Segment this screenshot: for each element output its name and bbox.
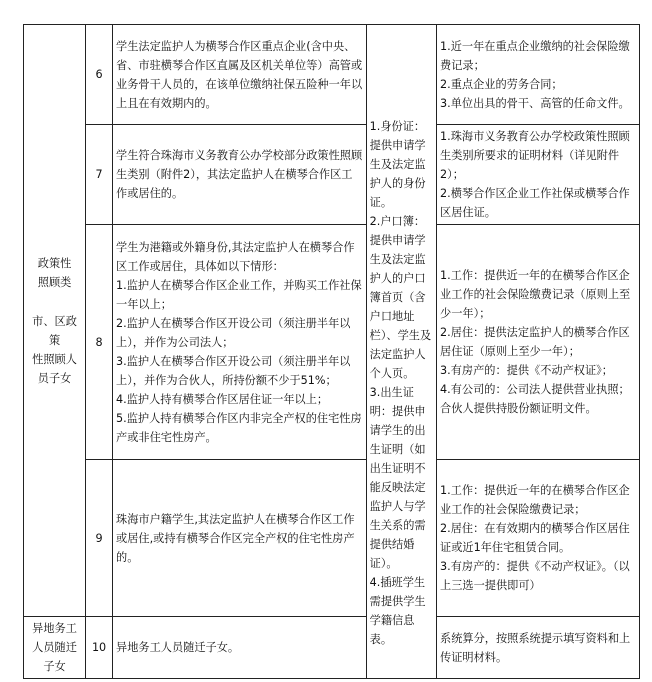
category-label: 市、区政策 <box>32 314 77 347</box>
category-label: 性照顾人 <box>32 352 77 366</box>
table-row <box>24 125 640 225</box>
category-cell-migrant <box>24 617 86 679</box>
condition-cell <box>113 25 367 125</box>
table-row <box>24 25 640 125</box>
category-label: 异地务工 <box>32 622 77 635</box>
category-label: 员子女 <box>37 371 72 385</box>
row-number: 10 <box>86 617 113 679</box>
condition-text: 异地务工人员随迁子女。 <box>116 641 240 654</box>
category-cell-policy <box>24 25 86 617</box>
materials-cell <box>437 125 640 225</box>
required-documents-cell <box>366 25 436 679</box>
condition-cell <box>113 225 367 460</box>
row-number: 6 <box>86 25 113 125</box>
materials-text: 1.珠海市义务教育公办学校政策性照顾生类别所要求的证明材料（详见附件2）； 2.横琴合作区企业工作社保或横琴合作区居住证。 <box>440 130 630 219</box>
table-row <box>24 460 640 617</box>
condition-text: 学生为港籍或外籍身份,其法定监护人在横琴合作区工作或居住，具体如以下情形： 1.监护人在横琴合作区企业工作，并购买工作社保一年以上； 2.监护人在横琴合作区开设公司（须注册半年以上），并作为公司法人； 3.监护人在横琴合作区开设公司（须注册半年以上），并作为合伙人，所持份额不少于51%； 4.监护人持有横琴合作区居住证一年以上； 5.监护人持有横琴合作区内非完全产权的住宅性房产或非住宅性房产。 <box>116 240 362 444</box>
materials-text: 1.工作：提供近一年的在横琴合作区企业工作的社会保险缴费记录（原则上至少一年）； 2.居住：提供法定监护人的横琴合作区居住证（原则上至少一年）； 3.有房产的：提供《不动产权证》； 4.有公司的：公司法人提供营业执照；合伙人提供持股份额证明文件。 <box>440 269 631 415</box>
category-label: 政策性 <box>37 256 72 270</box>
condition-cell <box>113 617 367 679</box>
table-row <box>24 617 640 679</box>
condition-text: 学生法定监护人为横琴合作区重点企业(含中央、省、市驻横琴合作区直属及区机关单位等）高管或业务骨干人员的，在该单位缴纳社保五险种一年以上且在有效期内的。 <box>116 39 363 110</box>
required-documents-text: 1.身份证：提供申请学生及法定监护人的身份证。 2.户口簿：提供申请学生及法定监护人的户口簿首页（含户口地址栏）、学生及法定监护人个人页。 3.出生证明：提供申请学生的出生证明（如出生证明不能反映法定监护人与学生关系的需提供结婚证）。 4.插班学生需提供学生学籍信息表。 <box>369 120 432 646</box>
row-number: 8 <box>86 225 113 460</box>
condition-cell <box>113 125 367 225</box>
materials-cell <box>437 225 640 460</box>
materials-cell <box>437 460 640 617</box>
condition-cell <box>113 460 367 617</box>
row-number: 9 <box>86 460 113 617</box>
materials-cell <box>437 25 640 125</box>
table-row <box>24 225 640 460</box>
materials-text: 1.工作：提供近一年的在横琴合作区企业工作的社会保险缴费记录； 2.居住：在有效期内的横琴合作区居住证或近1年住宅租赁合同。 3.有房产的：提供《不动产权证》。（以上三选一提供即可） <box>440 484 630 592</box>
policy-admission-table <box>23 24 640 679</box>
materials-cell <box>437 617 640 679</box>
category-label: 子女 <box>43 660 66 673</box>
materials-text: 1.近一年在重点企业缴纳的社会保险缴费记录； 2.重点企业的劳务合同； 3.单位出具的骨干、高管的任命文件。 <box>440 39 630 110</box>
materials-text: 系统算分，按照系统提示填写资料和上传证明材料。 <box>440 631 631 664</box>
category-label: 人员随迁 <box>32 641 77 654</box>
condition-text: 学生符合珠海市义务教育公办学校部分政策性照顾生类别（附件2），其法定监护人在横琴合作区工作或居住的。 <box>116 149 363 200</box>
condition-text: 珠海市户籍学生,其法定监护人在横琴合作区工作或居住,或持有横琴合作区完全产权的住宅性房产的。 <box>116 512 355 564</box>
category-label: 照顾类 <box>37 275 72 289</box>
row-number: 7 <box>86 125 113 225</box>
